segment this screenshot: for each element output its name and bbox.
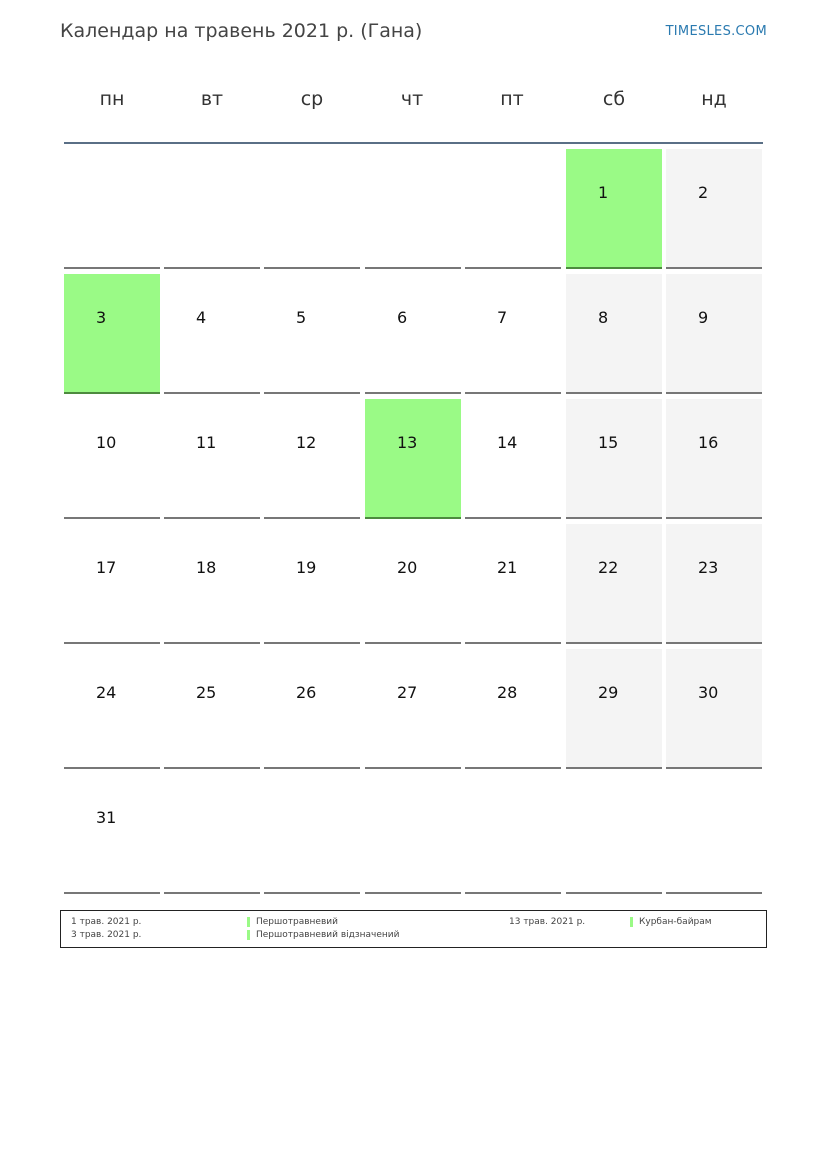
legend-holiday-name: Першотравневий відзначений — [256, 930, 400, 940]
weekday-label: вт — [200, 88, 224, 110]
day-cell[interactable] — [465, 649, 561, 769]
day-cell[interactable] — [465, 274, 561, 394]
day-cell[interactable] — [264, 649, 360, 769]
weekday-label: нд — [701, 88, 727, 110]
day-cell[interactable] — [164, 399, 260, 519]
day-cell[interactable] — [64, 649, 160, 769]
legend-date: 3 трав. 2021 р. — [71, 930, 142, 940]
day-cell[interactable] — [64, 774, 160, 894]
day-cell[interactable] — [365, 399, 461, 519]
day-cell[interactable] — [164, 649, 260, 769]
day-cell[interactable] — [164, 774, 260, 894]
day-cell[interactable] — [164, 149, 260, 269]
holiday-color-marker — [247, 930, 250, 940]
day-cell[interactable] — [465, 399, 561, 519]
day-number: 2 — [698, 183, 709, 202]
day-number: 6 — [397, 308, 408, 327]
day-cell[interactable] — [64, 524, 160, 644]
weekday-label: ср — [300, 88, 324, 110]
day-cell[interactable] — [666, 149, 762, 269]
day-number: 1 — [598, 183, 609, 202]
day-cell[interactable] — [666, 524, 762, 644]
legend-date: 1 трав. 2021 р. — [71, 917, 142, 927]
day-cell[interactable] — [365, 524, 461, 644]
day-number: 17 — [96, 558, 117, 577]
day-number: 4 — [196, 308, 207, 327]
day-number: 13 — [397, 433, 418, 452]
day-number: 18 — [196, 558, 217, 577]
weekday-label: чт — [400, 88, 424, 110]
day-cell[interactable] — [465, 774, 561, 894]
day-cell[interactable] — [465, 524, 561, 644]
day-cell[interactable] — [566, 774, 662, 894]
weekday-header — [64, 88, 764, 118]
day-number: 26 — [296, 683, 317, 702]
holiday-color-marker — [247, 917, 250, 927]
day-cell[interactable] — [365, 649, 461, 769]
day-number: 22 — [598, 558, 619, 577]
page-title: Календар на травень 2021 р. (Гана) — [60, 20, 423, 42]
legend-holiday-name: Першотравневий — [256, 917, 338, 927]
day-number: 7 — [497, 308, 508, 327]
day-number: 27 — [397, 683, 418, 702]
day-number: 11 — [196, 433, 217, 452]
day-number: 8 — [598, 308, 609, 327]
day-cell[interactable] — [164, 524, 260, 644]
day-cell[interactable] — [264, 399, 360, 519]
day-cell[interactable] — [566, 649, 662, 769]
day-cell[interactable] — [264, 274, 360, 394]
day-cell[interactable] — [465, 149, 561, 269]
day-cell[interactable] — [64, 274, 160, 394]
day-cell[interactable] — [264, 149, 360, 269]
day-cell[interactable] — [566, 149, 662, 269]
holiday-color-marker — [630, 917, 633, 927]
day-number: 31 — [96, 808, 117, 827]
day-cell[interactable] — [164, 274, 260, 394]
day-number: 3 — [96, 308, 107, 327]
day-number: 14 — [497, 433, 518, 452]
day-number: 24 — [96, 683, 117, 702]
day-number: 29 — [598, 683, 619, 702]
day-cell[interactable] — [566, 274, 662, 394]
day-number: 15 — [598, 433, 619, 452]
day-cell[interactable] — [264, 774, 360, 894]
day-cell[interactable] — [264, 524, 360, 644]
day-number: 25 — [196, 683, 217, 702]
holiday-legend — [60, 910, 767, 948]
header-divider — [64, 142, 763, 144]
day-cell[interactable] — [666, 774, 762, 894]
legend-holiday-name: Курбан-байрам — [639, 917, 712, 927]
brand-link[interactable]: TIMESLES.COM — [665, 24, 767, 39]
day-cell[interactable] — [64, 399, 160, 519]
day-cell[interactable] — [64, 149, 160, 269]
day-cell[interactable] — [365, 274, 461, 394]
day-cell[interactable] — [365, 774, 461, 894]
weekday-label: сб — [602, 88, 626, 110]
day-cell[interactable] — [566, 399, 662, 519]
weekday-label: пт — [500, 88, 524, 110]
day-number: 21 — [497, 558, 518, 577]
day-cell[interactable] — [365, 149, 461, 269]
day-number: 19 — [296, 558, 317, 577]
day-number: 5 — [296, 308, 307, 327]
day-number: 20 — [397, 558, 418, 577]
day-cell[interactable] — [666, 649, 762, 769]
day-number: 28 — [497, 683, 518, 702]
day-number: 9 — [698, 308, 709, 327]
day-number: 30 — [698, 683, 719, 702]
day-cell[interactable] — [666, 399, 762, 519]
day-cell[interactable] — [566, 524, 662, 644]
day-number: 12 — [296, 433, 317, 452]
day-number: 23 — [698, 558, 719, 577]
legend-date: 13 трав. 2021 р. — [509, 917, 586, 927]
day-cell[interactable] — [666, 274, 762, 394]
day-number: 16 — [698, 433, 719, 452]
weekday-label: пн — [99, 88, 125, 110]
day-number: 10 — [96, 433, 117, 452]
